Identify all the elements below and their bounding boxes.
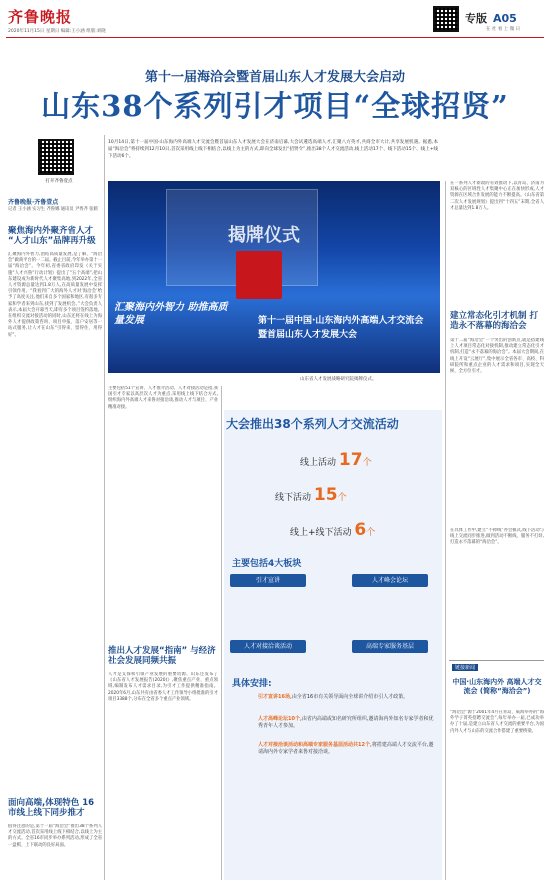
category-pill: 人才对接洽谈活动 — [230, 640, 306, 653]
offline-unit: 个 — [337, 493, 347, 503]
right-body-3: 在具体工作中,建立“不掉线”办会模式,线下活动与线上交流同步推进,做到活动不断线、服务不打烊,打造永不落幕的“海洽会”。 — [450, 528, 544, 546]
news-link-label: 链接新闻 — [452, 664, 478, 671]
photo-line-2: 暨首届山东人才发展大会 — [258, 330, 358, 340]
infographic-title: 大会推出38个系列人才交流活动 — [226, 417, 399, 431]
category-pill: 引才宣讲 — [230, 574, 306, 587]
page-number: A05 — [493, 12, 517, 25]
detail-item — [258, 742, 438, 756]
event-photo — [108, 181, 440, 373]
mixed-unit: 个 — [366, 528, 376, 538]
page-info: 在 社 看 上 微 日 — [486, 27, 521, 32]
offline-count: 15 — [313, 485, 338, 505]
detail-text: 由省内高端或知名研究所组织,邀请海内外知名专家学者和优秀青年人才参加。 — [258, 716, 434, 729]
online-activities — [300, 450, 372, 470]
top-rule — [6, 37, 544, 38]
column-divider — [221, 386, 222, 880]
column-divider — [104, 135, 105, 880]
qr-caption: 打开齐鲁壹点 — [45, 179, 73, 184]
headline: 山东38个系列引才项目“全球招贤” — [41, 89, 509, 123]
detail-highlight: 人才高峰论坛10个, — [258, 716, 302, 722]
left-section-title: 聚焦海内外聚齐省人才 “人才山东”品牌再升级 — [8, 226, 96, 246]
categories-title: 主要包括4大板块 — [232, 559, 302, 569]
newspaper-masthead: 齐鲁晚报 — [8, 8, 73, 26]
lead-paragraph: 10月14日,第十一届中国·山东海内外高端人才交流会暨首届山东人才发展大会在济南启幕,大会试遴选高端人才,汇聚八方英才,共商全市大计,共享发展机遇。据悉,本届“海洽会”将持续到12月10日,首次采用线上线下相结合,以线上为主的方式,即向全球发出“招贤令”,推出38个人才交流活动,线上活动17个、线下活动15个、线上+线下活动6个。 — [108, 140, 438, 159]
right-body-2: 第十二届“海洽会”一个突出的创新点,就是搭建线上人才项目常态化对接机制,推动建立常态化引才机制,打造“永不落幕的海洽会”。本届大会期间,在线上开设“云展厅”,集中展示全省各市、高校、科研院所和重点企业的人才需求和项目,实现全天候、全方位引才。 — [450, 338, 544, 375]
dateline: 2020年11月15日 星期日 编辑:王小涵 组版:刘晓 — [8, 29, 106, 34]
offline-label: 线下活动 — [275, 493, 312, 503]
byline: 记者 王小涵 实习生 齐鲁娜 通讯员 尹秀齐 张鹤 — [8, 207, 98, 212]
detail-item — [258, 694, 438, 701]
photo-line-1: 第十一届中国·山东海内外高端人才交流会 — [258, 316, 424, 326]
online-label: 线上活动 — [300, 458, 337, 468]
category-pill: 人才峰会论坛 — [352, 574, 428, 587]
detail-item — [258, 716, 438, 730]
kicker-title: 第十一届海洽会暨首届山东人才发展大会启动 — [144, 70, 405, 85]
detail-text: 由全省16市有关领导面向全球讲介绍市引人才政策。 — [291, 694, 409, 700]
right-body: 在一系列人才新政的有效推动下,以青岛、济南为双核心的区域性人才集聚中心正在加快形成,人才资源在区域合作发展的能力不断提高。《山东省第二次人才发展规划》提出到“十四五”末期,全省人才总量达到1.8万人。 — [450, 181, 544, 211]
page-section-badge — [465, 10, 520, 26]
online-unit: 个 — [362, 458, 372, 468]
photo-caption: 山东省人才发展战略研究院揭牌仪式。 — [300, 377, 377, 382]
left-section-title-2: 面向高端,体现特色 16市线上线下同步推才 — [8, 798, 95, 818]
qr-code-icon — [433, 6, 459, 32]
photo-banner: 汇聚海内外智力 助推高质量发展 — [114, 302, 228, 326]
photo-tag: 揭牌仪式 — [228, 225, 300, 246]
left-body-2: 值得注意的是,第十一届“海洽会”推出38个系列人才交流活动,首次采用线上线下相结合,以线上为主的方式。全省16市同步举办系列活动,形成了全省一盘棋、上下联动的良好局面。 — [8, 824, 102, 848]
left-body: 汇聚海内外智力,团结高质量发展,是了解、“海洽会”做商平台的一二届。截止目前,今年举办第十一届“海洽会”。今年初,省委省政府印发《关于实施“人才兴鲁”行动计划》提出了“五个高端”,把山东建设成为新时代人才聚集高地,到2022年,全省人才资源总量达到1.8万人,在高质量发展中发挥引领作用。“我看到广大的海外人才对‘海洽会’给予了高度关注,他们来自多个国家和地区,有很多专家和学者来到山东,找到了发展机会。”大会负责人表示,本届大会开幕当天,即有多个项目签约落地。在组织交流对接活动的同时,山东还将在线上为海外人才提供政策咨询、项目申报、落户安居等一站式服务,让人才在山东“引得来、留得住、用得好”。 — [8, 252, 102, 338]
news-link-body: “海洽会”源于2001年4月在青岛、威海举办的“海外学子菁英招聘交流会”,每年举办一届,已成功举办了十届,是建立山东省人才交流的重要平台,为国内外人才与山东的交流合作搭建了重要桥梁。 — [450, 710, 544, 734]
mixed-activities — [290, 520, 375, 540]
news-link-title: 中国·山东海内外 高端人才交流会 (简称“海洽会”) — [452, 678, 542, 695]
column-divider — [445, 181, 446, 880]
mixed-count: 6 — [354, 520, 367, 540]
section-label: 专版 — [465, 12, 487, 25]
middle-body: 主要包括51个宣讲、人才推介活动。人才对接活动是指,我国引才专家以高层次人才为重点,采用线上线下结合方式,组织海内外高端人才来鲁对接洽谈,推动人才与项目、产业精准对接。 — [108, 386, 218, 410]
detail-text: 将搭建高端人才交流平台,邀请海内外专家学者来鲁对接洽谈。 — [258, 742, 434, 755]
right-section-title: 建立常态化引才机制 打造永不落幕的海洽会 — [450, 311, 538, 331]
qr-code-icon — [38, 139, 74, 175]
online-count: 17 — [338, 450, 363, 470]
details-title: 具体安排: — [232, 679, 272, 689]
offline-activities — [275, 485, 347, 505]
category-pill: 高端专家服务基层 — [352, 640, 428, 653]
detail-highlight: 引才宣讲16场, — [258, 694, 292, 700]
middle-section-body: 人才是支撑和引领产业发展的重要资源。山东还发布了《山东省人才发展报告(2020)》,聚焦重点产业、重点领域,编制发布人才需求目录,为引才工作提供精准指南。2020年6月,山东共有由省委人才工作领导小组批准的引才项目3388个,分布在全省多个重点产业领域。 — [108, 672, 218, 702]
detail-highlight: 人才对接洽谈活动和高端专家服务基层活动共12个, — [258, 742, 372, 748]
mixed-label: 线上+线下活动 — [290, 528, 352, 538]
middle-section-title: 推出人才发展“指南” 与经济社会发展同频共振 — [108, 646, 216, 666]
source-label: 齐鲁晚报·齐鲁壹点 — [8, 199, 59, 206]
ceremony-plaque — [236, 251, 282, 299]
